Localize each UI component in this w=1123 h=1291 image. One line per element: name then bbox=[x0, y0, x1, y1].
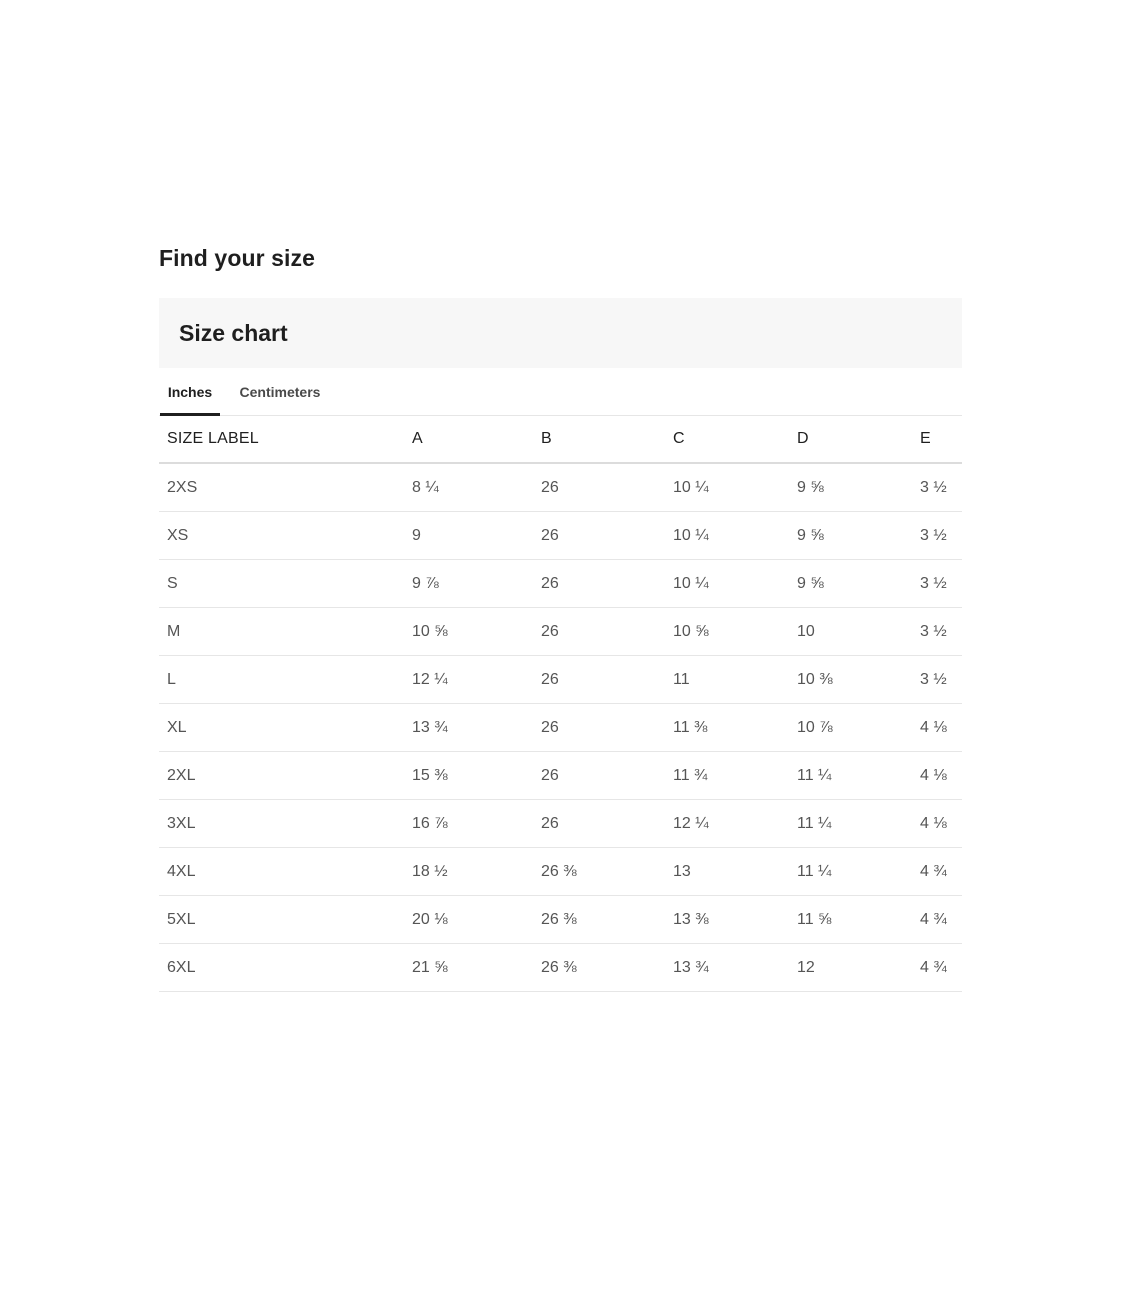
cell-d: 11 ¼ bbox=[789, 800, 912, 848]
cell-size-label: XL bbox=[159, 704, 404, 752]
table-row bbox=[159, 848, 962, 896]
cell-d: 11 ¼ bbox=[789, 848, 912, 896]
cell-e: 3 ½ bbox=[912, 560, 962, 608]
page-title: Find your size bbox=[159, 245, 316, 271]
cell-c: 12 ¼ bbox=[665, 800, 789, 848]
size-guide bbox=[159, 240, 962, 976]
cell-d: 9 ⅝ bbox=[789, 463, 912, 512]
cell-c: 13 ⅜ bbox=[665, 896, 789, 944]
table-row bbox=[159, 944, 962, 992]
table-row bbox=[159, 512, 962, 560]
cell-b: 26 bbox=[533, 656, 665, 704]
cell-b: 26 ⅜ bbox=[533, 896, 665, 944]
cell-b: 26 bbox=[533, 752, 665, 800]
table-header-row bbox=[159, 416, 962, 463]
cell-e: 3 ½ bbox=[912, 608, 962, 656]
column-header-b: B bbox=[533, 416, 665, 463]
column-header-a: A bbox=[404, 416, 533, 463]
cell-a: 9 bbox=[404, 512, 533, 560]
column-header-e: E bbox=[912, 416, 962, 463]
cell-e: 4 ¾ bbox=[912, 848, 962, 896]
cell-c: 10 ¼ bbox=[665, 512, 789, 560]
size-chart-header bbox=[159, 298, 962, 368]
cell-a: 12 ¼ bbox=[404, 656, 533, 704]
table-row bbox=[159, 800, 962, 848]
cell-size-label: 2XL bbox=[159, 752, 404, 800]
table-row bbox=[159, 560, 962, 608]
table-row bbox=[159, 656, 962, 704]
cell-d: 11 ¼ bbox=[789, 752, 912, 800]
cell-e: 4 ⅛ bbox=[912, 752, 962, 800]
cell-c: 13 bbox=[665, 848, 789, 896]
cell-a: 21 ⅝ bbox=[404, 944, 533, 992]
cell-a: 15 ⅜ bbox=[404, 752, 533, 800]
cell-a: 16 ⅞ bbox=[404, 800, 533, 848]
cell-e: 3 ½ bbox=[912, 463, 962, 512]
unit-tabs bbox=[159, 368, 962, 416]
cell-e: 4 ⅛ bbox=[912, 704, 962, 752]
cell-c: 10 ¼ bbox=[665, 560, 789, 608]
cell-d: 11 ⅝ bbox=[789, 896, 912, 944]
cell-c: 13 ¾ bbox=[665, 944, 789, 992]
cell-a: 13 ¾ bbox=[404, 704, 533, 752]
cell-c: 10 ¼ bbox=[665, 463, 789, 512]
cell-a: 18 ½ bbox=[404, 848, 533, 896]
cell-e: 4 ⅛ bbox=[912, 800, 962, 848]
cell-b: 26 bbox=[533, 560, 665, 608]
cell-d: 10 ⅞ bbox=[789, 704, 912, 752]
cell-size-label: 3XL bbox=[159, 800, 404, 848]
cell-a: 9 ⅞ bbox=[404, 560, 533, 608]
column-header-size-label: SIZE LABEL bbox=[159, 416, 404, 463]
cell-size-label: S bbox=[159, 560, 404, 608]
cell-size-label: 4XL bbox=[159, 848, 404, 896]
cell-size-label: XS bbox=[159, 512, 404, 560]
cell-a: 20 ⅛ bbox=[404, 896, 533, 944]
cell-a: 10 ⅝ bbox=[404, 608, 533, 656]
cell-e: 3 ½ bbox=[912, 512, 962, 560]
cell-b: 26 ⅜ bbox=[533, 848, 665, 896]
cell-c: 10 ⅝ bbox=[665, 608, 789, 656]
table-row bbox=[159, 463, 962, 512]
cell-size-label: 5XL bbox=[159, 896, 404, 944]
cell-d: 10 ⅜ bbox=[789, 656, 912, 704]
column-header-c: C bbox=[665, 416, 789, 463]
cell-size-label: L bbox=[159, 656, 404, 704]
column-header-d: D bbox=[789, 416, 912, 463]
cell-a: 8 ¼ bbox=[404, 463, 533, 512]
cell-d: 12 bbox=[789, 944, 912, 992]
size-table bbox=[159, 416, 962, 992]
cell-b: 26 bbox=[533, 608, 665, 656]
cell-d: 9 ⅝ bbox=[789, 512, 912, 560]
cell-b: 26 bbox=[533, 800, 665, 848]
table-row bbox=[159, 704, 962, 752]
cell-b: 26 ⅜ bbox=[533, 944, 665, 992]
tab-centimeters[interactable]: Centimeters bbox=[239, 384, 321, 400]
cell-d: 9 ⅝ bbox=[789, 560, 912, 608]
cell-c: 11 ⅜ bbox=[665, 704, 789, 752]
cell-e: 4 ¾ bbox=[912, 896, 962, 944]
table-row bbox=[159, 896, 962, 944]
cell-b: 26 bbox=[533, 512, 665, 560]
cell-e: 3 ½ bbox=[912, 656, 962, 704]
cell-e: 4 ¾ bbox=[912, 944, 962, 992]
cell-c: 11 bbox=[665, 656, 789, 704]
tab-inches[interactable]: Inches bbox=[160, 368, 220, 415]
table-row bbox=[159, 608, 962, 656]
size-chart-title: Size chart bbox=[179, 320, 288, 346]
cell-c: 11 ¾ bbox=[665, 752, 789, 800]
cell-size-label: 6XL bbox=[159, 944, 404, 992]
cell-size-label: 2XS bbox=[159, 463, 404, 512]
cell-b: 26 bbox=[533, 463, 665, 512]
cell-d: 10 bbox=[789, 608, 912, 656]
cell-size-label: M bbox=[159, 608, 404, 656]
cell-b: 26 bbox=[533, 704, 665, 752]
table-row bbox=[159, 752, 962, 800]
